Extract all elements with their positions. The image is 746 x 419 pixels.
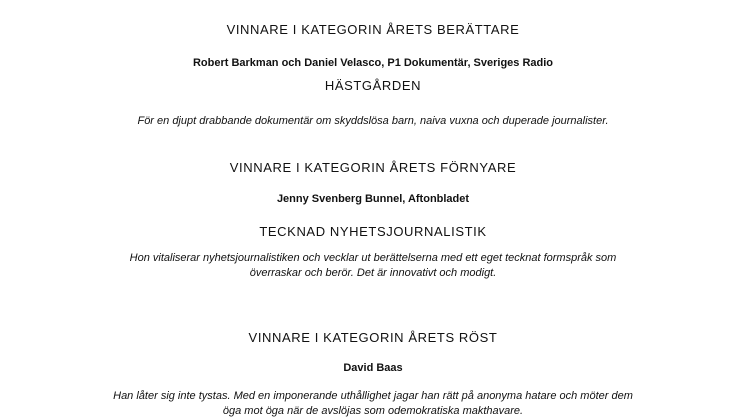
motivation-storyteller-line-1: För en djupt drabbande dokumentär om skyddslösa barn, naiva vuxna och duperade journalister. (137, 115, 609, 127)
motivation-voice-line-1: Han låter sig inte tystas. Med en imponerande uthållighet jagar han rätt på anonyma hatare och möter dem (113, 390, 633, 402)
category-heading-innovator: VINNARE I KATEGORIN ÅRETS FÖRNYARE (229, 160, 517, 175)
category-heading-storyteller: VINNARE I KATEGORIN ÅRETS BERÄTTARE (226, 22, 520, 37)
motivation-innovator-line-1: Hon vitaliserar nyhetsjournalistiken och vecklar ut berättelserna med ett eget tecknat formspråk som (129, 252, 617, 264)
motivation-innovator-line-2: överraskar och berör. Det är innovativt och modigt. (249, 267, 497, 279)
work-title-innovator: TECKNAD NYHETSJOURNALISTIK (259, 224, 487, 239)
work-title-storyteller: HÄSTGÅRDEN (324, 78, 422, 93)
motivation-voice-line-2: öga mot öga när de avslöjas som odemokratiska makthavare. (222, 405, 524, 417)
winner-names-voice: David Baas (343, 362, 403, 374)
winner-names-innovator: Jenny Svenberg Bunnel, Aftonbladet (276, 193, 470, 205)
winner-names-storyteller: Robert Barkman och Daniel Velasco, P1 Dokumentär, Sveriges Radio (192, 57, 554, 69)
category-heading-voice: VINNARE I KATEGORIN ÅRETS RÖST (248, 330, 498, 345)
